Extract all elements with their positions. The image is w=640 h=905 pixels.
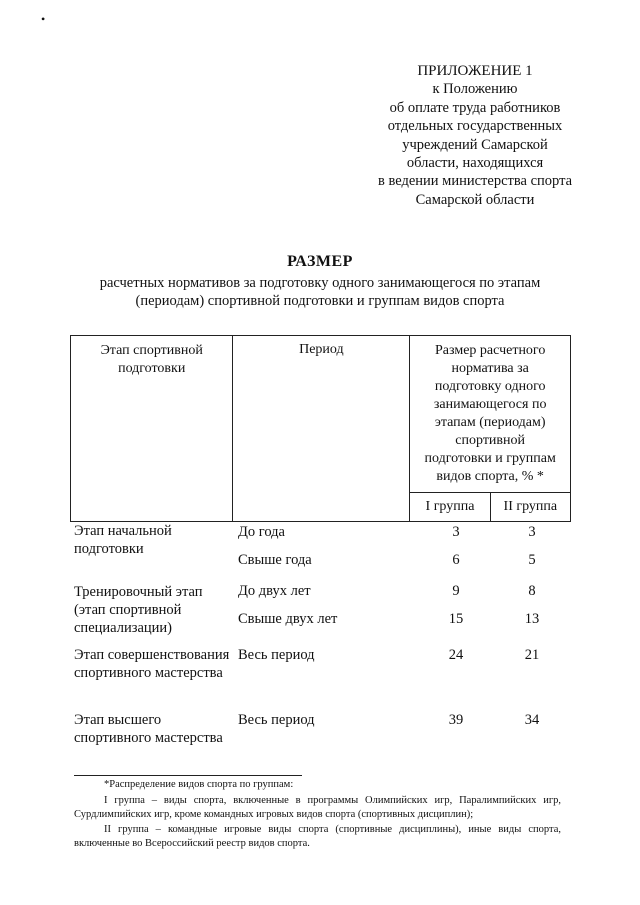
table-cell-group2: 34: [524, 712, 540, 728]
footnote-group-1: I группа – виды спорта, включенные в программы Олимпийских игр, Паралимпийских игр, Сурдлимпийских игр, кроме командных игровых видов спорта (спортивных дисциплин);: [74, 795, 561, 821]
table-row-period: До года: [238, 524, 285, 540]
table-cell-group2: 3: [528, 524, 536, 540]
appendix-line: учреждений Самарской: [402, 136, 548, 153]
header-stage-label: Этап спортивной подготовки: [100, 343, 203, 376]
table-cell-group1: 24: [448, 647, 464, 663]
table-row-period: Свыше года: [238, 552, 312, 568]
document-subtitle: [0, 274, 640, 310]
scan-mark: •: [41, 12, 46, 26]
table-row-stage: Этап совершенствования спортивного мастерства: [74, 647, 230, 681]
footnote-group-2: II группа – командные игровые виды спорта (спортивные дисциплины), иные виды спорта, включенные во Всероссийский реестр видов спорта.: [74, 824, 561, 850]
header-stage: [71, 336, 233, 522]
footnote-heading: *Распределение видов спорта по группам:: [104, 779, 294, 790]
table-cell-group1: 3: [452, 524, 460, 540]
subtitle-line: (периодам) спортивной подготовки и группам видов спорта: [135, 293, 505, 309]
table-cell-group2: 13: [524, 611, 540, 627]
table-row-period: Весь период: [238, 647, 315, 663]
header-group-1: I группа: [410, 493, 490, 522]
appendix-heading: ПРИЛОЖЕНИЕ 1: [417, 63, 533, 79]
table-cell-group1: 39: [448, 712, 464, 728]
table-cell-group1: 9: [452, 583, 460, 599]
table-row-stage: Этап высшего спортивного мастерства: [74, 712, 223, 746]
table-row-stage: Тренировочный этап (этап спортивной специализации): [74, 584, 203, 636]
appendix-line: к Положению: [432, 81, 518, 98]
subtitle-line: расчетных нормативов за подготовку одного занимающегося по этапам: [99, 275, 541, 291]
table-cell-group2: 8: [528, 583, 536, 599]
appendix-block: [350, 62, 600, 209]
appendix-line: отдельных государственных: [387, 118, 563, 135]
header-size-label: Размер расчетного норматива за подготовку одного занимающегося по этапам (периодам) спортивной подготовки и группам видов спорта, % *: [424, 343, 556, 484]
appendix-line: области, находящихся: [406, 155, 544, 172]
table-row-period: До двух лет: [238, 583, 311, 599]
document-title: РАЗМЕР: [287, 253, 353, 270]
table-row-period: Весь период: [238, 712, 315, 728]
header-period: Период: [233, 336, 410, 522]
table-row-period: Свыше двух лет: [238, 611, 338, 627]
footnote-divider: [74, 775, 302, 776]
appendix-line: в ведении министерства спорта: [377, 173, 573, 190]
header-size: [410, 336, 571, 493]
header-group-2: II группа: [490, 493, 570, 522]
appendix-line: об оплате труда работников: [389, 99, 561, 116]
table-cell-group2: 5: [528, 552, 536, 568]
table-cell-group1: 15: [448, 611, 464, 627]
appendix-line: Самарской области: [415, 191, 535, 208]
table-cell-group1: 6: [452, 552, 460, 568]
table-row-stage: Этап начальной подготовки: [74, 523, 172, 557]
table-header: [70, 335, 571, 522]
table-cell-group2: 21: [524, 647, 540, 663]
